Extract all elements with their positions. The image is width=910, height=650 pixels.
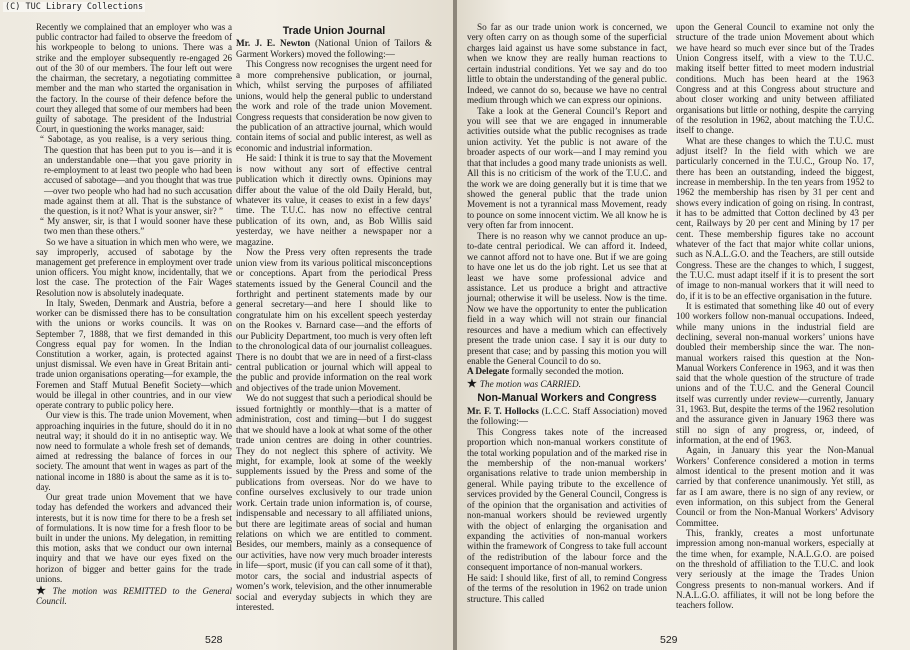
body-paragraph: “ My answer, sir, is that I would sooner have these two men than these others.” (40, 216, 232, 237)
delegate-label: A Delegate (467, 366, 510, 377)
body-paragraph: There is no reason why we cannot produce an up-to-date central periodical. We can afford it. Indeed, we cannot afford not to have one. But if we are going to have one let us do the job right. Let us see that at least we have some professional advice and assistance. Let us produce a bright and attractive journal; otherwise it will be useless. Now is the time. Now we have the opportunity to enter the publication field in a way which will not strain our financial resources and have a medium which can effectively present the trade union case. I say it is our duty to present that case; and by passing this motion you will enable the General Council to do so. (467, 230, 667, 366)
body-paragraph: This, frankly, creates a most unfortunate impression among non-manual workers, especially at the time when, for example, N.A.L.G.O. are poised on the threshold of affiliation to the T.U.C. and look very seriously at the image the Trades Union Congress presents to non-manual workers. And if N.A.L.G.O. affiliates, it will not be long before the teachers follow. (676, 528, 874, 611)
mover-name: Mr. F. T. Hollocks (467, 405, 539, 416)
body-paragraph: So we have a situation in which men who were, we say improperly, accused of sabotage by the management get preference in employment over trade union officers. You might know, incidentally, that we lost the case. The protection of the Fair Wages Resolution now is absolutely inadequate. (36, 236, 232, 298)
body-paragraph: Take a look at the General Council’s Report and you will see that we are engaged in innumerable activities outside what the public recognises as trade union activity. Yet the public is not aware of the broader aspects of our work—and I may remind you that that includes a good many trade unionists as well. All this is no criticism of the work of the T.U.C. and the work we are doing generally but it is time that we showed the general public that the trade union Movement is not a tyrannical mass Movement, ready to pounce on some innocent victim. We all know he is very often far from innocent. (467, 105, 667, 231)
body-paragraph: Our view is this. The trade union Movement, when approaching inquiries in the future, should do it in no neutral way; it should do it in no antiseptic way. We now need to formulate a whole fresh set of demands, aimed at redressing the balance of forces in our society. The amount that went in wages as part of the national income in 1880 is about the same as it is to-day. (36, 410, 232, 492)
body-paragraph (467, 366, 667, 376)
motion-mover (467, 406, 667, 427)
body-paragraph: In Italy, Sweden, Denmark and Austria, before a worker can be dismissed there has to be consultation with the unions or works councils. It was on September 7, 1888, that we first demanded in this Congress equal pay for women. In the Indian Constitution a worker, again, is protected against unjust dismissal. We even have in Great Britain anti-trade union organisations operating—for example, the Foremen and Staff Mutual Benefit Society—which would be illegal in other countries, and in our view operate contrary to public policy here. (36, 297, 232, 411)
body-paragraph: upon the General Council to examine not only the structure of the trade union Movement about which we have heard so much ever since but of the Trades Union Congress itself, with a view to the T.U.C. making itself better fitted to meet modern industrial conditions. Much has been heard at the 1963 Congress and at this Congress about structure and about closer working and unity between affiliated organisations but little or nothing, despite the carrying of the resolution in 1962, about matching the T.U.C. itself to change. (676, 22, 874, 136)
left-column-1 (36, 22, 232, 606)
body-paragraph: He said: I should like, first of all, to remind Congress of the terms of the resolution in 1962 on trade union structure. This called (467, 572, 667, 604)
right-page (457, 0, 910, 650)
star-icon: ★ (467, 377, 477, 390)
body-paragraph: “ Sabotage, as you realise, is a very serious thing. The question that has been put to you is—and it is an understandable one—that you gave priority in re-employment to at least two people who had been accused of sabotage—and you thought that was true—over two people who had had no such accusation made against them at all. That is the substance of the question, is it not? What is your answer, sir? ” (40, 134, 232, 216)
body-paragraph: Recently we complained that an employer who was a public contractor had failed to observe the freedom of his workpeople to belong to unions. There was a strike and the employer subsequently re-engaged 26 out of the 30 of our members. The four left out were the chairman, the secretary, a negotiating committee member and the man who started the organisation in the factory. In the course of their defence before the court they alleged that some of our members had been guilty of sabotage. The president of the Industrial Court, in questioning the works manager, said: (36, 22, 232, 135)
motion-mover (236, 38, 432, 59)
mover-text: (National Union of Tailors & Garment Workers) moved the following:— (236, 38, 432, 59)
page-number-right: 529 (660, 634, 678, 646)
body-paragraph: He said: I think it is true to say that the Movement is now without any sort of effective central publication which it directly owns. Opinions may differ about the value of the old Daily Herald, but, whatever its value, it ceases to exist in a few days’ time. The T.U.C. has now no effective central publication of its own, and, as Bob Willis said yesterday, we have neither a newspaper nor a magazine. (236, 153, 432, 247)
mover-name: Mr. J. E. Newton (236, 38, 311, 49)
page-number-left: 528 (205, 634, 223, 646)
body-paragraph: Our great trade union Movement that we have today has defended the workers and advanced their interests, but it is now time for there to be a fresh set of formulations. It is now time for a fresh floor to be built in under the unions. My delegation, in remitting this motion, asks that we conduct our own internal inquiry and that we have our eyes fixed on the horizon of bigger and better gains for the trade unions. (36, 492, 232, 584)
body-paragraph: We do not suggest that such a periodical should be issued fortnightly or monthly—that is a matter of administration, cost and timing—but I do suggest that we should have a look at what some of the other trade union centres are doing in other countries. They do not neglect this sphere of activity. We might, for example, look at some of the weekly supplements issued by the Press and some of the publications from overseas. Nor do we have to confine ourselves exclusively to our trade union work. Certain trade union information is, of course, indispensable and necessary to all affiliated unions, but there are legitimate areas of social and human relations on which we are entitled to comment. Besides, our members, mainly as a consequence of our activities, have now very much broader interests in life—sport, music (if you can call some of it that), motor cars, the social and industrial aspects of women’s work, television, and the other innumerable social and everyday subjects in which they are interested. (236, 393, 432, 613)
right-column-1 (467, 22, 667, 604)
body-paragraph: This Congress now recognises the urgent need for a more comprehensive publication, or journal, which, whilst serving the purposes of affiliated unions, would help the general public to understand the work and role of the trade union Movement. Congress requests that consideration be now given to the publication of an attractive journal, which would contain items of social and public interest, as well as economic and industrial information. (236, 59, 432, 153)
section-heading: Trade Union Journal (282, 25, 386, 37)
motion-result (467, 379, 667, 389)
motion-result-text: The motion was REMITTED to the General Council. (36, 586, 232, 607)
body-paragraph: What are these changes to which the T.U.C. must adjust itself? In the field with which we are particularly concerned in the T.U.C., Group No. 17, there has been an outstanding, indeed the biggest, increase in membership. In the ten years from 1952 to 1962 the membership has risen by 31 per cent and shows every indication of going on rising. In contrast, it has to be admitted that Cotton declined by 43 per cent, Railways by 20 per cent and Mining by 17 per cent. These membership figures take no account whatever of the fact that major white collar unions, such as N.A.L.G.O. and the Teachers, are still outside Congress. These are the changes to which, I suggest, the T.U.C. must adapt itself if it is to present the sort of image to non-manual workers that it will need to do, if it is to be an effective organisation in the future. (676, 135, 874, 301)
right-column-2 (676, 22, 874, 611)
body-paragraph: So far as our trade union work is concerned, we very often carry on as though some of the superficial charges laid against us have some substance in fact, when we know they are really human reactions to certain industrial conditions. Yet we say and do too little to obtain the understanding of the general public. Indeed, we cannot do so, because we have no central medium through which we can express our opinions. (467, 22, 667, 106)
mover-text: (L.C.C. Staff Association) moved the following:— (467, 405, 668, 427)
section-heading: Non-Manual Workers and Congress (477, 392, 657, 405)
body-paragraph: Now the Press very often represents the trade union view from its various political misconceptions or conceptions. Apart from the periodical Press statements issued by the General Council and the forthright and pertinent statements made by our general secretary—and here I should like to congratulate him on his excellent speech yesterday on the Rookes v. Barnard case—and the efforts of our Publicity Department, too much is very often left to the chronological data of our journalist colleagues. There is no doubt that we are in need of a first-class central publication or journal which will appeal to the public and provide information on the real work and objectives of the trade union Movement. (236, 247, 432, 393)
copyright-notice: (C) TUC Library Collections (5, 2, 144, 12)
motion-result (36, 586, 232, 606)
body-paragraph: This Congress takes note of the increased proportion which non-manual workers constitute of the total working population and of the marked rise in the membership of the non-manual workers’ organisations relative to trade union membership in general. While paying tribute to the excellence of services provided by the General Council, Congress is of the opinion that the organisation and activities of non-manual workers should be reviewed urgently with the object of enlarging the organisation and expanding the activities of non-manual workers within the framework of Congress to take full account of the redistribution of the labour force and the consequent importance of non-manual workers. (467, 426, 667, 573)
paragraph-text: formally seconded the motion. (509, 366, 624, 377)
body-paragraph: It is estimated that something like 40 out of every 100 workers follow non-manual occupations. Indeed, while many unions in the industrial field are declining, several non-manual workers’ unions have doubled their membership since the war. The non-manual workers raised this question at the Non-Manual Workers Conference in 1963, and it was then said that the whole question of the structure of trade unions and of the T.U.C. and the General Council itself was currently under review—currently, January 31, 1963. But, despite the terms of the 1962 resolution and the assurance given in January 1963 there was still no sign of any progress, or, indeed, of information, at the end of 1963. (676, 300, 875, 446)
left-column-2 (236, 22, 432, 613)
motion-result-text: The motion was CARRIED. (479, 378, 581, 389)
star-icon: ★ (36, 585, 50, 598)
body-paragraph: Again, in January this year the Non-Manual Workers’ Conference considered a motion in terms almost identical to the present motion and it was carried by that conference unanimously. Yet still, as far as I am aware, there is no sign of any review, or even information, on this subject from the General Council or from the Non-Manual Workers’ Advisory Committee. (676, 445, 874, 528)
